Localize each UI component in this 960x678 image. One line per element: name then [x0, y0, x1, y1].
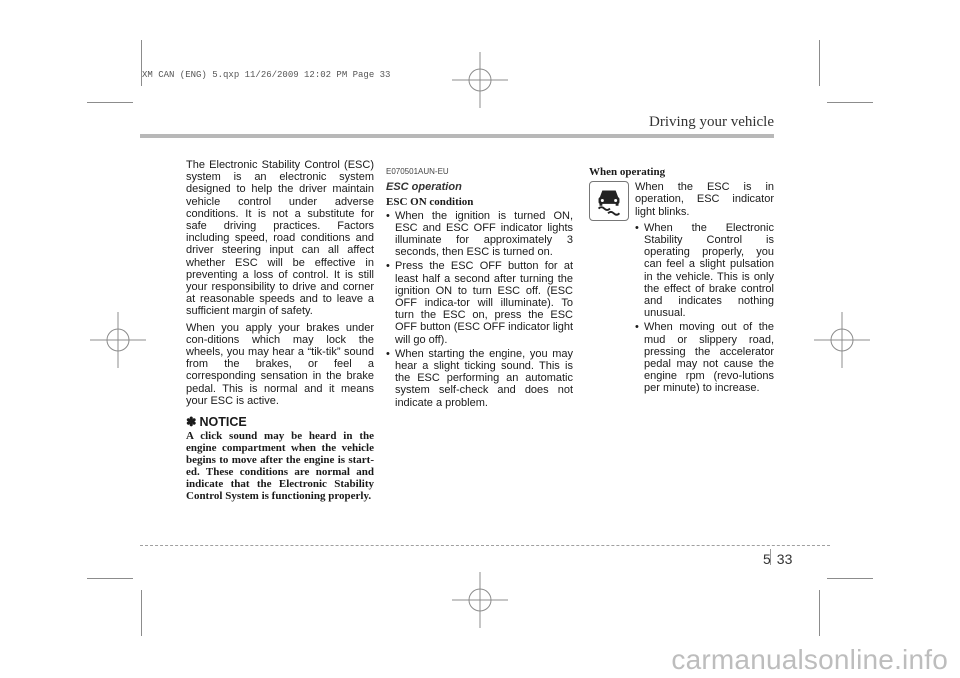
notice-title: NOTICE [199, 415, 247, 430]
intro-paragraph: The Electronic Stability Control (ESC) system is an electronic system designed to help the driver maintain vehicle control under adverse conditions. It is not a substitute for safe driving practices. Factors including speed, road conditions and driver steering input can all affect whether ESC will be effective in preventing a loss of control. It is still your responsibility to drive and corner at reasonable speeds and to leave a sufficient margin of safety. [186, 159, 374, 318]
watermark: carmanualsonline.info [671, 644, 948, 675]
section-title: Driving your vehicle [649, 114, 774, 130]
when-operating-heading: When operating [589, 166, 666, 178]
notice-body: A click sound may be heard in the engine compartment when the vehicle begins to move after the engine is start-ed. These conditions are normal and indicate that the Electronic Stability Control System is functioning properly. [186, 430, 374, 503]
chapter-number: 5 [763, 551, 771, 567]
file-header: XM CAN (ENG) 5.qxp 11/26/2009 12:02 PM Page 33 [142, 70, 391, 80]
brake-sound-paragraph: When you apply your brakes under con-ditions which may lock the wheels, you may hear a “tik-tik” sound from the brakes, or feel a corresponding sensation in the brake pedal. This is normal and it means your ESC is active. [186, 321, 374, 407]
footer-rule [140, 545, 830, 546]
list-item: • When the ignition is turned ON, ESC and ESC OFF indicator lights illuminate for approximately 3 seconds, then ESC is turned on. [386, 210, 573, 259]
esc-indicator-icon [589, 181, 629, 221]
when-operating-list [635, 222, 774, 395]
page-number-value: 33 [776, 551, 793, 567]
column-1 [186, 159, 374, 502]
esc-indicator-block [589, 181, 774, 396]
esc-on-list [386, 210, 573, 409]
list-item: • When moving out of the mud or slippery road, pressing the accelerator pedal may not cause the engine rpm (revo-lutions per minute) to increase. [635, 321, 774, 394]
list-item: • When starting the engine, you may hear a slight ticking sound. This is the ESC performing an automatic system self-check and does not indicate a problem. [386, 348, 573, 409]
notice-icon: ✽ [186, 415, 197, 430]
page-number [763, 551, 792, 567]
notice-heading [186, 416, 374, 428]
column-3 [589, 166, 774, 397]
esc-on-condition-heading: ESC ON condition [386, 196, 474, 209]
list-item: • When the Electronic Stability Control is operating properly, you can feel a slight pulsation in the vehicle. This is only the effect of brake control and indicates nothing unusual. [635, 222, 774, 320]
section-code: E070501AUN-EU [386, 167, 449, 176]
column-2 [386, 166, 573, 411]
title-rule [140, 134, 774, 138]
esc-operation-heading: ESC operation [386, 181, 462, 194]
esc-indicator-text: When the ESC is in operation, ESC indicator light blinks. [635, 181, 774, 218]
list-item: • Press the ESC OFF button for at least half a second after turning the ignition ON to turn ESC off. (ESC OFF indica-tor will illuminate). To turn the ESC on, press the ESC OFF button (ESC OFF indicator light will go off). [386, 260, 573, 345]
